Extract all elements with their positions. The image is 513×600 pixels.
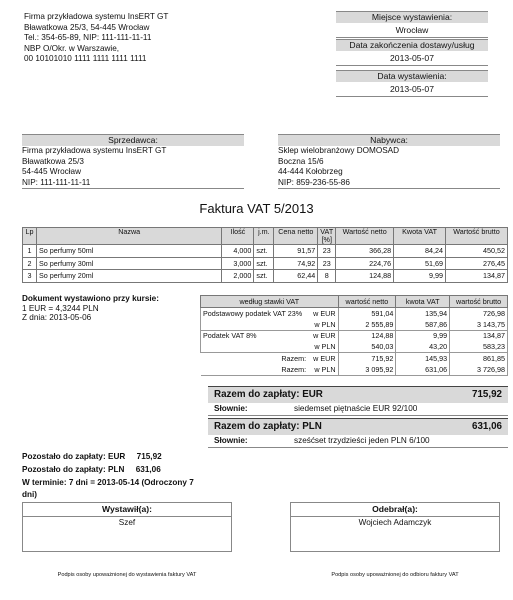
total-eur-bar — [208, 386, 508, 403]
payment-term-cont: dni) — [22, 490, 38, 500]
issuer-block — [24, 12, 224, 65]
cell-qty: 4,000 — [222, 245, 254, 258]
rate-label: Podatek VAT 8% — [201, 330, 309, 341]
cell-name: So perfumy 30ml — [36, 257, 221, 270]
payment-term: W terminie: 7 dni = 2013-05-14 (Odroczony 7 — [22, 477, 194, 487]
cell-vat-rate: 8 — [318, 270, 336, 283]
col-net-value: Wartość netto — [336, 228, 394, 245]
cell-unit: szt. — [254, 257, 274, 270]
cell-net-value: 124,88 — [336, 270, 394, 283]
issuer-name: Firma przykładowa systemu InsERT GT — [24, 12, 169, 21]
table-row — [201, 308, 508, 319]
col-unit: j.m. — [254, 228, 274, 245]
net-value: 715,92 — [338, 353, 396, 364]
vat-amount: 145,93 — [396, 353, 450, 364]
total-eur-label: Razem do zapłaty: EUR — [214, 389, 323, 400]
remaining-eur: Pozostało do zapłaty: EUR 715,92 — [22, 452, 162, 461]
invoice-title: Faktura VAT 5/2013 — [199, 201, 314, 216]
rate-label: Podstawowy podatek VAT 23% — [201, 308, 309, 319]
seller-label: Sprzedawca: — [22, 134, 244, 146]
vat-amount: 631,06 — [396, 364, 450, 375]
net-value: 124,88 — [338, 330, 396, 341]
cell-lp: 3 — [23, 270, 37, 283]
gross-value: 134,87 — [450, 330, 508, 341]
issue-date-label: Data wystawienia: — [336, 70, 488, 82]
table-row — [23, 257, 508, 270]
issued-by-label: Wystawił(a): — [23, 503, 231, 517]
col-gross-value: Wartość brutto — [446, 228, 508, 245]
currency-label: w PLN — [308, 364, 338, 375]
net-value: 591,04 — [338, 308, 396, 319]
issuer-account: 00 10101010 1111 1111 1111 1111 — [24, 54, 147, 63]
cell-vat-amount: 9,99 — [394, 270, 446, 283]
net-value: 3 095,92 — [338, 364, 396, 375]
items-header-row — [23, 228, 508, 245]
total-pln-words — [208, 435, 508, 448]
issued-by-name: Szef — [118, 518, 136, 527]
total-eur-value: 715,92 — [472, 389, 502, 400]
items-table — [22, 227, 508, 283]
cell-name: So perfumy 20ml — [36, 270, 221, 283]
cell-qty: 2,000 — [222, 270, 254, 283]
cell-net-price: 74,92 — [274, 257, 318, 270]
cell-qty: 3,000 — [222, 257, 254, 270]
vat-summary-table — [200, 295, 508, 376]
seller-street: Bławatkowa 25/3 — [22, 156, 84, 166]
cell-lp: 1 — [23, 245, 37, 258]
cell-vat-amount: 84,24 — [394, 245, 446, 258]
total-pln-label: Razem do zapłaty: PLN — [214, 421, 322, 432]
vat-amount: 135,94 — [396, 308, 450, 319]
currency-label: w EUR — [308, 308, 338, 319]
cell-gross-value: 134,87 — [446, 270, 508, 283]
seller-city: 54-445 Wrocław — [22, 167, 82, 176]
cell-net-value: 224,76 — [336, 257, 394, 270]
vat-summary-header — [201, 296, 508, 308]
received-by-box — [290, 502, 500, 552]
words-value: siedemset piętnaście EUR 92/100 — [294, 404, 418, 413]
buyer-block — [278, 134, 500, 189]
words-label: Słownie: — [214, 404, 248, 413]
cell-unit: szt. — [254, 270, 274, 283]
currency-label: w PLN — [308, 341, 338, 352]
table-row — [23, 245, 508, 258]
cell-vat-rate: 23 — [318, 245, 336, 258]
table-row — [201, 353, 508, 364]
currency-label: w EUR — [313, 354, 336, 364]
vat-amount: 43,20 — [396, 341, 450, 352]
issued-by-box — [22, 502, 232, 552]
received-by-caption: Podpis osoby upoważnionej do odbioru faktury VAT — [331, 572, 459, 578]
rate-label — [201, 341, 309, 352]
issuer-bank: NBP O/Okr. w Warszawie, — [24, 43, 120, 53]
col-rate: według stawki VAT — [201, 296, 339, 308]
seller-nip: NIP: 111-111-11-11 — [22, 178, 244, 190]
cell-gross-value: 450,52 — [446, 245, 508, 258]
total-label: Razem: — [281, 354, 307, 364]
vat-amount: 587,86 — [396, 319, 450, 330]
received-by-label: Odebrał(a): — [291, 503, 499, 517]
table-row — [23, 270, 508, 283]
exchange-rate: 1 EUR = 4,3244 PLN — [22, 303, 99, 313]
issuer-address: Bławatkowa 25/3, 54-445 Wrocław — [24, 22, 150, 32]
cell-unit: szt. — [254, 245, 274, 258]
total-label: Razem: — [201, 364, 309, 375]
table-row — [201, 341, 508, 352]
cell-gross-value: 276,45 — [446, 257, 508, 270]
words-label: Słownie: — [214, 436, 248, 445]
buyer-name: Sklep wielobranżowy DOMOSAD — [278, 146, 400, 155]
cell-net-price: 91,57 — [274, 245, 318, 258]
col-lp: Lp — [23, 228, 37, 245]
gross-value: 3 143,75 — [450, 319, 508, 330]
place-label: Miejsce wystawienia: — [336, 11, 488, 23]
rate-label — [201, 319, 309, 330]
seller-name: Firma przykładowa systemu InsERT GT — [22, 146, 167, 155]
received-by-name: Wojciech Adamczyk — [358, 518, 432, 527]
total-pln-bar — [208, 418, 508, 435]
table-row — [201, 364, 508, 375]
table-row — [201, 330, 508, 341]
buyer-street: Boczna 15/6 — [278, 156, 324, 166]
gross-value: 726,98 — [450, 308, 508, 319]
cell-lp: 2 — [23, 257, 37, 270]
exchange-rate-note — [22, 294, 159, 323]
currency-label: w EUR — [308, 330, 338, 341]
col-net-price: Cena netto — [274, 228, 318, 245]
table-row — [201, 319, 508, 330]
delivery-date-value: 2013-05-07 — [336, 51, 488, 66]
delivery-date-label: Data zakończenia dostawy/usług — [336, 39, 488, 51]
cell-name: So perfumy 50ml — [36, 245, 221, 258]
gross-value: 861,85 — [450, 353, 508, 364]
net-value: 540,03 — [338, 341, 396, 352]
issued-by-caption: Podpis osoby upoważnionej do wystawienia faktury VAT — [57, 572, 197, 578]
col-gross-value: wartość brutto — [450, 296, 508, 308]
gross-value: 3 726,98 — [450, 364, 508, 375]
cell-net-value: 366,28 — [336, 245, 394, 258]
buyer-nip: NIP: 859-236-55-86 — [278, 178, 500, 190]
col-vat-amount: Kwota VAT — [394, 228, 446, 245]
buyer-label: Nabywca: — [278, 134, 500, 146]
exchange-date: Z dnia: 2013-05-06 — [22, 313, 92, 322]
currency-label: w PLN — [308, 319, 338, 330]
col-net-value: wartość netto — [338, 296, 396, 308]
remaining-pln: Pozostało do zapłaty: PLN 631,06 — [22, 464, 161, 474]
meta-block — [336, 11, 488, 97]
seller-block — [22, 134, 244, 189]
cell-net-price: 62,44 — [274, 270, 318, 283]
col-vat-amount: kwota VAT — [396, 296, 450, 308]
col-qty: Ilość — [222, 228, 254, 245]
net-value: 2 555,89 — [338, 319, 396, 330]
gross-value: 583,23 — [450, 341, 508, 352]
col-vat-rate: VAT [%] — [318, 228, 336, 245]
words-value: sześćset trzydzieści jeden PLN 6/100 — [294, 436, 430, 445]
col-name: Nazwa — [36, 228, 221, 245]
issue-date-value: 2013-05-07 — [336, 82, 488, 97]
vat-amount: 9,99 — [396, 330, 450, 341]
issuer-phone-nip: Tel.: 354-65-89, NIP: 111-111-11-11 — [24, 33, 152, 42]
total-pln-value: 631,06 — [472, 421, 502, 432]
total-eur-words — [208, 403, 508, 416]
cell-vat-amount: 51,69 — [394, 257, 446, 270]
exchange-heading: Dokument wystawiono przy kursie: — [22, 294, 159, 303]
cell-vat-rate: 23 — [318, 257, 336, 270]
place-value: Wrocław — [336, 23, 488, 38]
buyer-city: 44-444 Kołobrzeg — [278, 167, 343, 176]
payment-summary — [22, 451, 194, 502]
